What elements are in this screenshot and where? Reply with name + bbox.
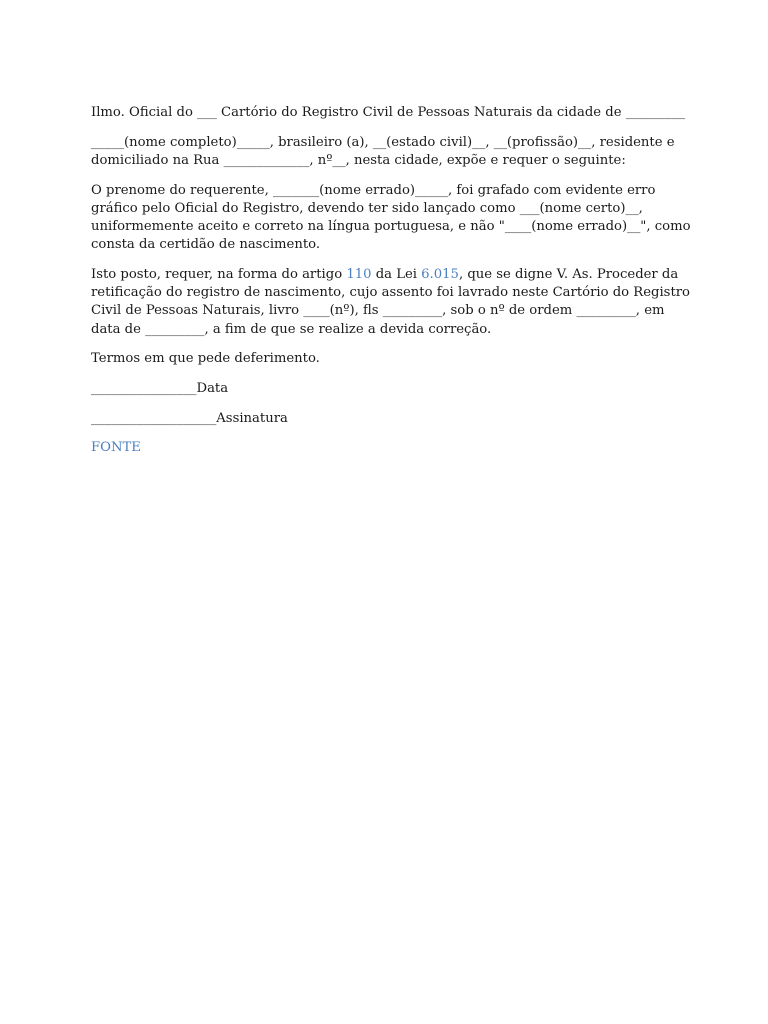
closing-line: Termos em que pede deferimento. [91,351,320,367]
addressee-line: Ilmo. Oficial do ___ Cartório do Registro Civil de Pessoas Naturais da cidade de _________ [91,105,686,120]
request-text-part3: , que se digne V. As. Proceder da retificação do registro de nascimento, cujo assento foi lavrado neste Cartório do Registro Civil de Pessoas Naturais, livro ____(nº), fls _________, sob o nº de ordem _________, em data de _________, a fim de que se realize a devida correção. [91,266,690,337]
date-line: ________________Data [91,380,229,396]
request-text-part2: da Lei [371,266,422,282]
error-description: O prenome do requerente, _______(nome errado)_____, foi grafado com evidente erro gráfico pelo Oficial do Registro, devendo ter sido lançado como ___(nome certo)__, uniformemente aceito e correto na língua portuguesa, e não "____(nome errado)__", como consta da certidão de nascimento. [91,182,691,253]
article-110-link[interactable]: 110 [346,266,372,282]
document-body [91,104,691,469]
requester-identification: _____(nome completo)_____, brasileiro (a), __(estado civil)__, __(profissão)__, residente e domiciliado na Rua _____________, nº__, nesta cidade, expõe e requer o seguinte: [91,134,675,168]
fonte-link[interactable]: FONTE [91,440,141,456]
signature-line: ___________________Assinatura [91,410,288,426]
law-6015-link[interactable]: 6.015 [421,266,459,282]
request-paragraph [91,266,691,339]
request-text-part1: Isto posto, requer, na forma do artigo [91,266,347,282]
